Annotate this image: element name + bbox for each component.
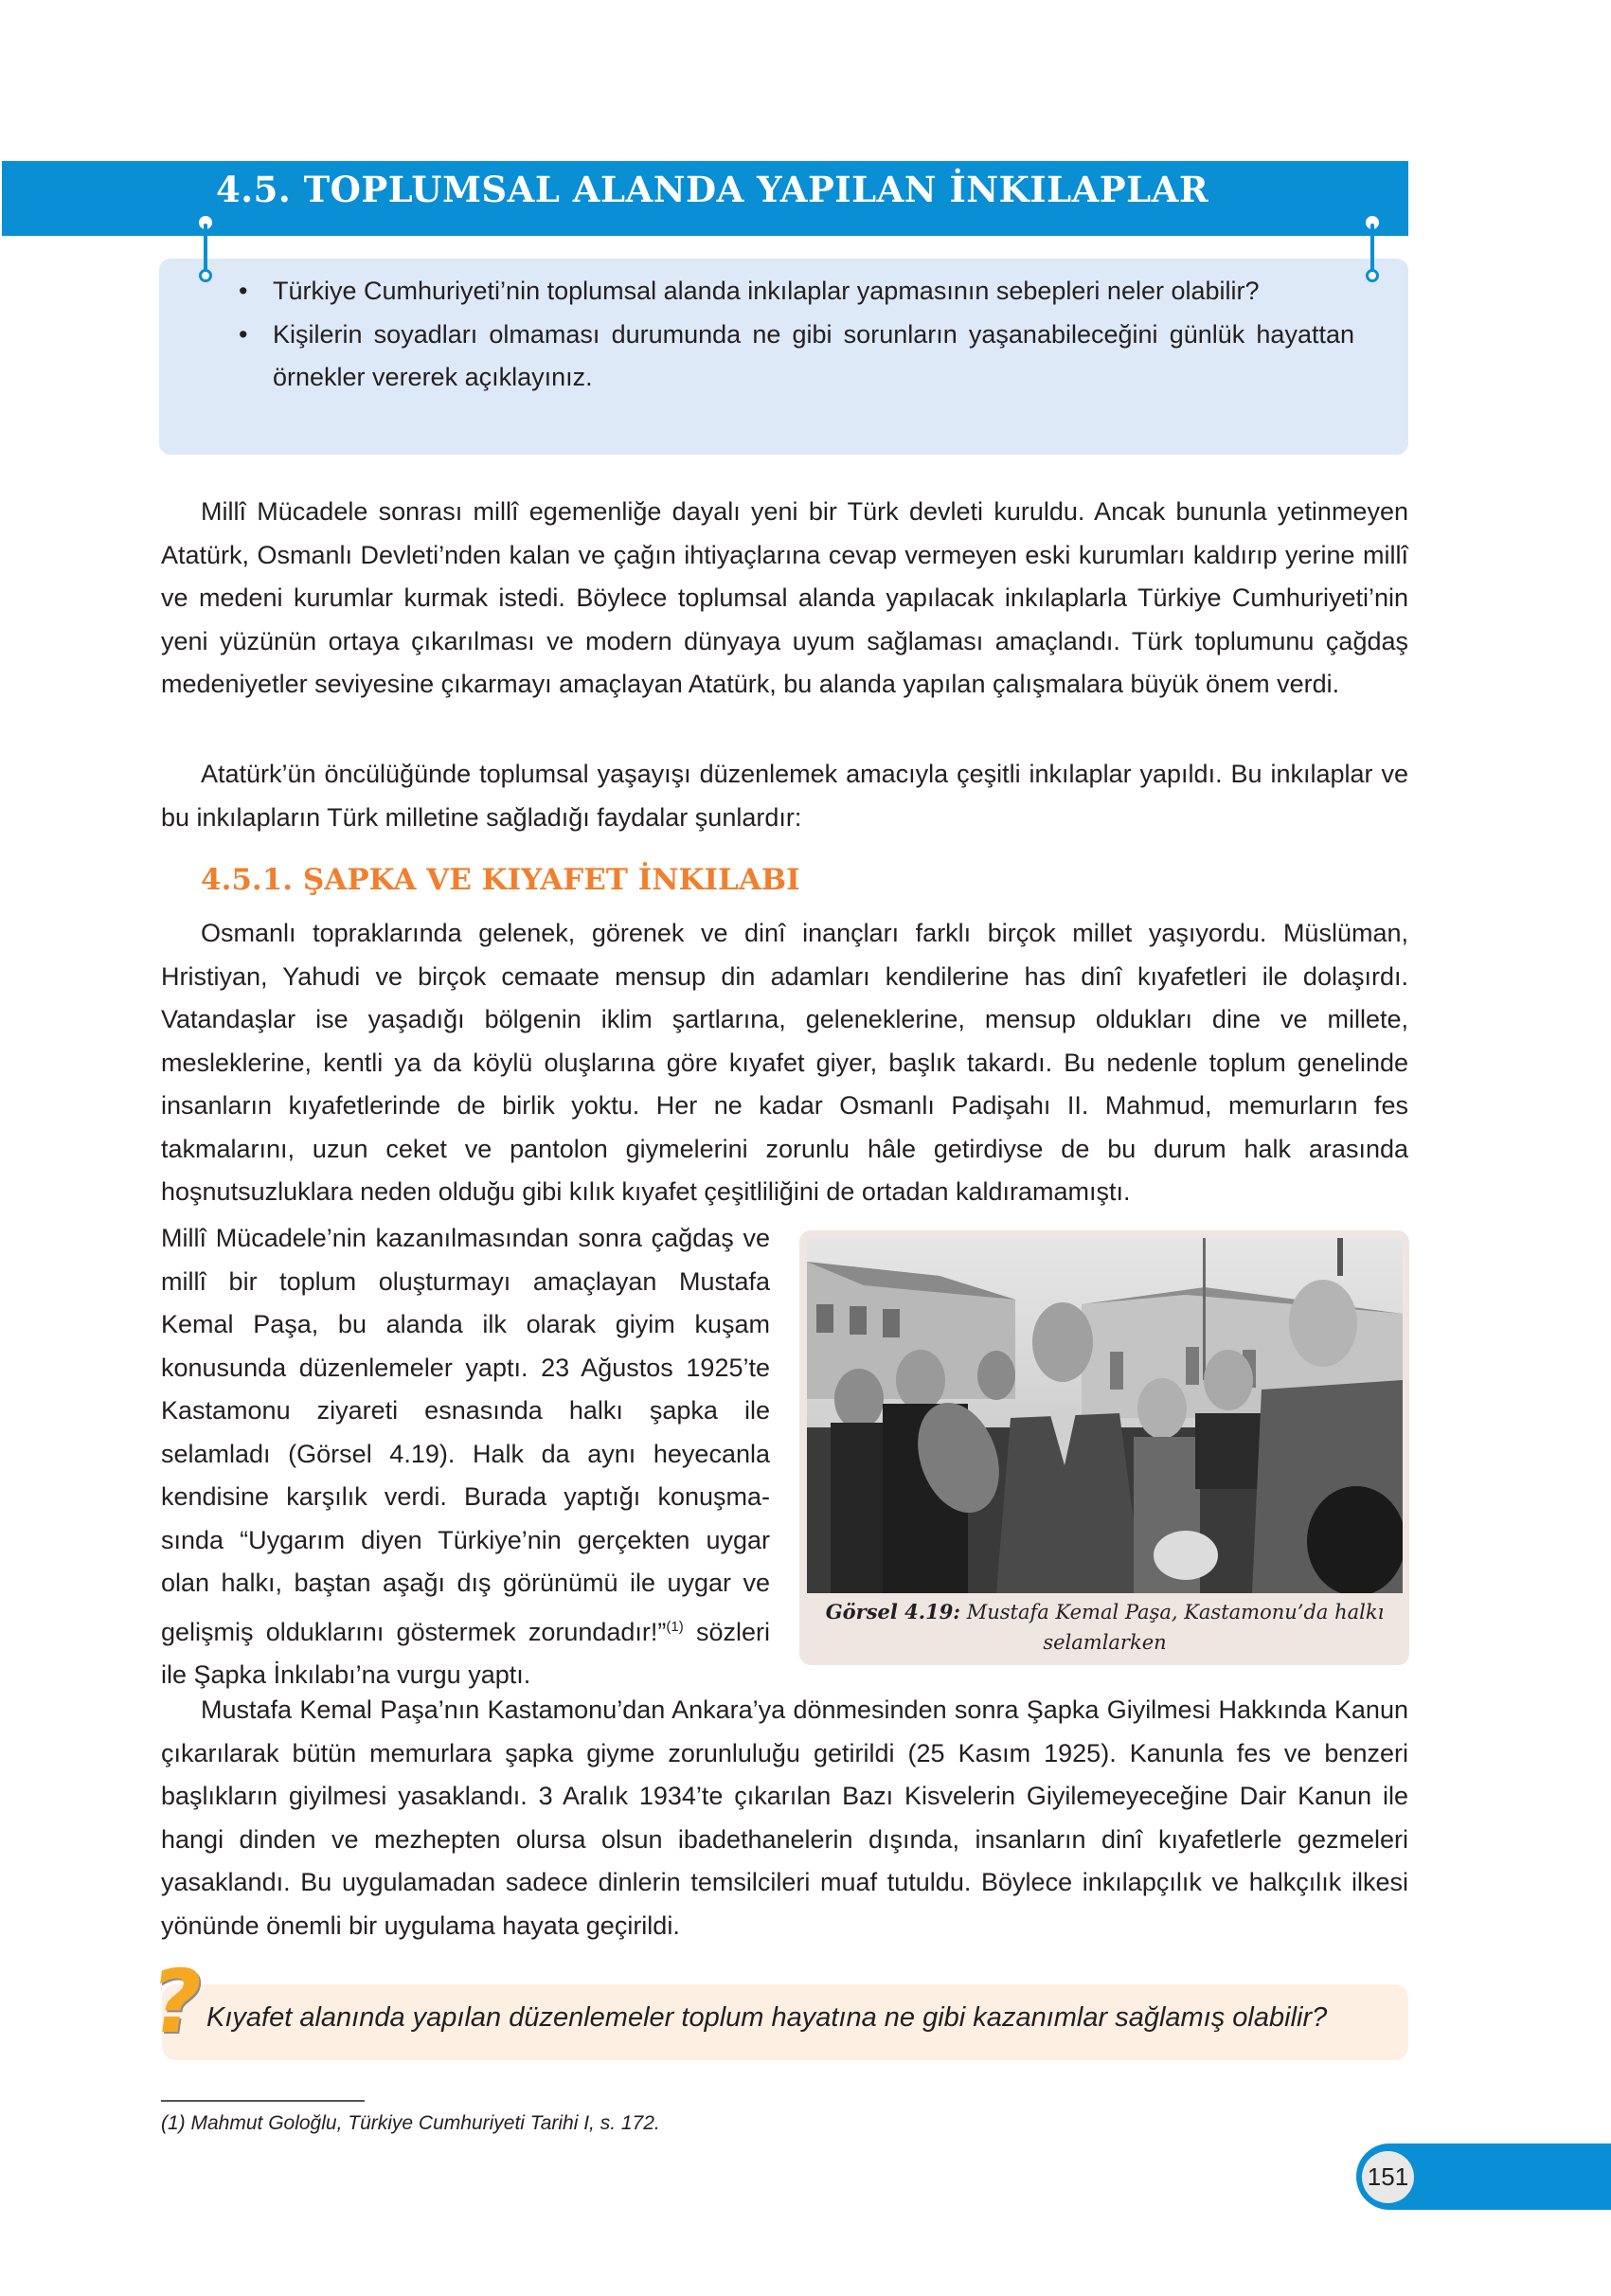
paragraph-text: Millî Mücadele sonrası millî egemenliğe dayalı yeni bir Türk devleti kuruldu. Ancak bununla yetinmeyen Atatürk, Osmanlı Devleti’nden kalan ve çağın ihtiyaçlarına cevap vermeyen eski kurumları kaldırıp yerine millî ve medeni kurumlar kurmak istedi. Böylece toplumsal alanda yapılacak inkılaplarla Türkiye Cumhuriyeti’nin yeni yüzünün ortaya çıkarılması ve modern dünyaya uyum sağlaması amaçlandı. Türk toplumunu çağdaş medeniyetler seviyesine çıkarmayı amaçlayan Atatürk, bu alanda yapılan çalışmalara büyük önem verdi. xyxy=(161,497,1408,698)
discussion-question-text: Kıyafet alanında yapılan düzenlemeler toplum hayatına ne gibi kazanımlar sağlamış olabilir? xyxy=(206,2002,1328,2033)
bullet-icon: • xyxy=(239,319,248,349)
paragraph-text: Millî Mücadele’nin kazanılmasından sonra çağdaş ve millî bir toplum oluşturmayı amaçlayan Mustafa Kemal Paşa, bu alanda ilk olarak giyim kuşam konusunda düzenlemeler yaptı. 23 Ağustos 1925’te Kastamonu ziyareti esnasında halkı şapka ile selamladı (Görsel 4.19). Halk da aynı heyecanla kendisine karşılık verdi. Burada yaptığı konuşmasında “Uygarım diyen Türkiye’nin gerçekten uygar olan halkı, baştan aşağı dış görünümü ile uygar ve gelişmiş olduklarını göstermek zorundadır!” xyxy=(161,1224,770,1646)
body-paragraph xyxy=(161,753,1408,839)
paragraph-text: Osmanlı topraklarında gelenek, görenek ve dinî inançları farklı birçok millet yaşıyordu. Müslüman, Hristiyan, Yahudi ve birçok cemaate mensup din adamları kendilerine has dinî kıyafetleri ile dolaşırdı. Vatandaşlar ise yaşadığı bölgenin iklim şartlarına, geleneklerine, mensup oldukları dine ve millete, mesleklerine, kentli ya da köylü oluşlarına göre kıyafet giyer, başlık takardı. Bu nedenle toplum genelinde insanların kıyafetlerinde de birlik yoktu. Her ne kadar Osmanlı Padişahı II. Mahmud, memurların fes takmalarını, uzun ceket ve pantolon giymelerini zorunlu hâle getirdiyse de bu durum halk arasında hoşnutsuzluklara neden olduğu gibi kılık kıyafet çeşitliliğini de ortadan kaldıramamıştı. xyxy=(161,919,1408,1206)
photo-illustration xyxy=(807,1238,1403,1593)
footnote-text: (1) Mahmut Goloğlu, Türkiye Cumhuriyeti Tarihi I, s. 172. xyxy=(161,2112,660,2134)
question-mark-icon: ? xyxy=(144,1951,209,2053)
intro-question-item xyxy=(227,270,1354,314)
section-title: 4.5. TOPLUMSAL ALANDA YAPILAN İNKILAPLAR xyxy=(216,169,1209,210)
figure-caption xyxy=(807,1597,1403,1658)
intro-questions-list xyxy=(227,270,1354,400)
pin-line-left-overlay xyxy=(204,236,207,273)
page-number: 151 xyxy=(1362,2151,1414,2203)
body-paragraph xyxy=(161,1689,1408,1947)
figure-caption-text: Mustafa Kemal Paşa, Kastamonu’da halkı selamlarken xyxy=(960,1601,1385,1654)
body-paragraph xyxy=(161,491,1408,707)
figure-photo xyxy=(807,1238,1403,1593)
pin-bottom-right-icon xyxy=(1366,269,1379,282)
subsection-heading: 4.5.1. ŞAPKA VE KIYAFET İNKILABI xyxy=(201,863,800,897)
paragraph-text: Mustafa Kemal Paşa’nın Kastamonu’dan Ankara’ya dönmesinden sonra Şapka Giyilmesi Hakkında Kanun çıkarılarak bütün memurlara şapka giyme zorunluluğu getirildi (25 Kasım 1925). Kanunla fes ve benzeri başlıkların giyilmesi yasaklandı. 3 Aralık 1934’te çıkarılan Bazı Kisvelerin Giyilemeyeceğine Dair Kanun ile hangi dinden ve mezhepten olursa olsun ibadethanelerin dışında, insanların dinî kıyafetlerle gezmeleri yasaklandı. Bu uygulamadan sadece dinlerin temsilcileri muaf tutuldu. Böylece inkılapçılık ve halkçılık ilkesi yönünde önemli bir uygulama hayata geçirildi. xyxy=(161,1695,1408,1940)
intro-question-text: Türkiye Cumhuriyeti’nin toplumsal alanda inkılaplar yapmasının sebepleri neler olabilir? xyxy=(273,277,1260,305)
figure-label: Görsel 4.19: xyxy=(825,1600,961,1623)
footnote-divider xyxy=(161,2100,365,2102)
footnote-ref[interactable]: (1) xyxy=(666,1618,684,1635)
intro-question-text: Kişilerin soyadları olmaması durumunda ne gibi sorunların yaşanabileceğini günlük hayattan örnekler vererek açıklayınız. xyxy=(273,319,1354,391)
bullet-icon: • xyxy=(239,277,248,305)
body-paragraph-narrow xyxy=(161,1217,770,1697)
intro-question-item xyxy=(227,314,1354,400)
pin-bottom-left-overlay-icon xyxy=(199,269,212,282)
pin-line-right xyxy=(1370,224,1374,273)
body-paragraph xyxy=(161,912,1408,1214)
paragraph-text: sözleri ile Şapka İnkılabı’na vurgu yaptı. xyxy=(161,1617,770,1689)
paragraph-text: Atatürk’ün öncülüğünde toplumsal yaşayışı düzenlemek amacıyla çeşitli inkılaplar yapıldı. Bu inkılaplar ve bu inkılapların Türk milletine sağladığı faydalar şunlardır: xyxy=(161,760,1408,832)
